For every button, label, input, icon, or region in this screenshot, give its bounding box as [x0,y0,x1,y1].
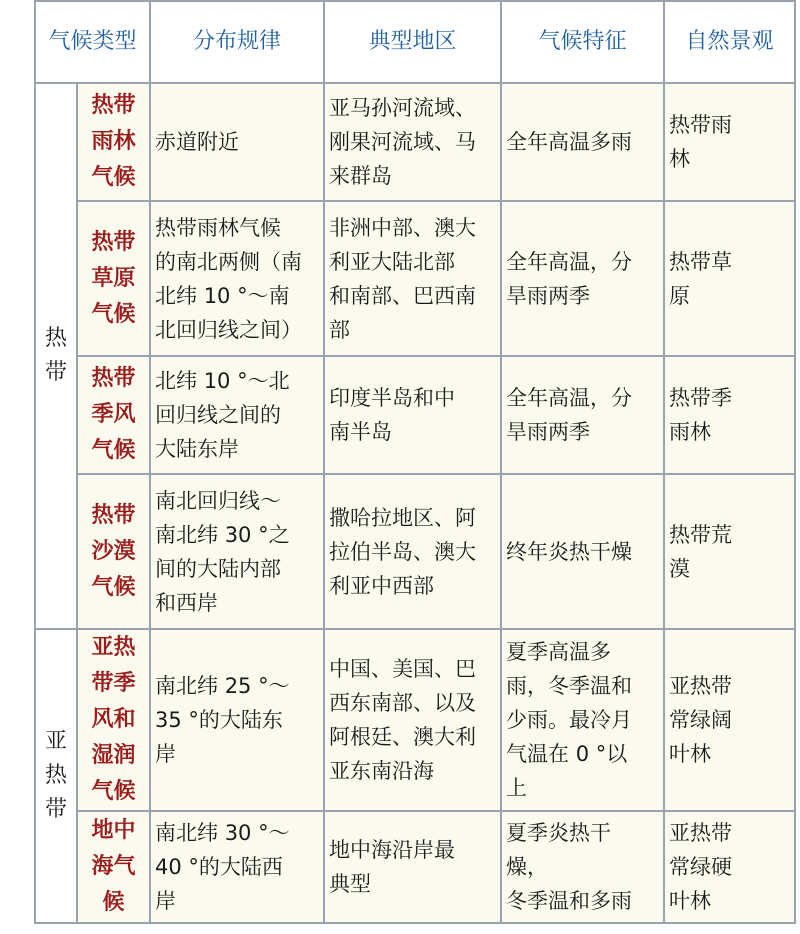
features: 夏季高温多 雨，冬季温和 少雨。最冷月 气温在 0 °以 上 [501,629,664,811]
header-climate-type: 气候类型 [35,1,150,83]
table-row [35,629,795,811]
regions: 中国、美国、巴 西东南部、以及 阿根廷、澳大利 亚东南沿海 [324,629,501,811]
regions: 亚马孙河流域、 刚果河流域、马 来群岛 [324,83,501,201]
distribution: 热带雨林气候 的南北两侧（南 北纬 10 °～南 北回归线之间） [150,201,324,356]
landscape: 热带草 原 [664,201,795,356]
distribution: 南北纬 30 °～ 40 °的大陆西 岸 [150,811,324,923]
distribution: 赤道附近 [150,83,324,201]
table-row [35,356,795,474]
distribution: 南北回归线～ 南北纬 30 °之 间的大陆内部 和西岸 [150,474,324,629]
header-landscape: 自然景观 [664,1,795,83]
header-distribution: 分布规律 [150,1,324,83]
header-row [35,1,795,83]
climate-type: 热带 雨林 气候 [77,83,150,201]
regions: 非洲中部、澳大 利亚大陆北部 和南部、巴西南 部 [324,201,501,356]
landscape: 亚热带 常绿硬 叶林 [664,811,795,923]
header-regions: 典型地区 [324,1,501,83]
climate-type: 热带 沙漠 气候 [77,474,150,629]
landscape: 热带季 雨林 [664,356,795,474]
climate-type: 热带 季风 气候 [77,356,150,474]
table-row [35,201,795,356]
features: 全年高温，分 旱雨两季 [501,201,664,356]
features: 全年高温多雨 [501,83,664,201]
regions: 地中海沿岸最 典型 [324,811,501,923]
landscape: 热带雨 林 [664,83,795,201]
climate-table-container [34,0,794,918]
table-row [35,83,795,201]
zone-tropical: 热带 [35,83,77,629]
features: 全年高温，分 旱雨两季 [501,356,664,474]
climate-type: 地中 海气 候 [77,811,150,923]
distribution: 北纬 10 °～北 回归线之间的 大陆东岸 [150,356,324,474]
table-row [35,474,795,629]
distribution: 南北纬 25 °～ 35 °的大陆东 岸 [150,629,324,811]
landscape: 热带荒 漠 [664,474,795,629]
climate-type: 热带 草原 气候 [77,201,150,356]
features: 夏季炎热干 燥， 冬季温和多雨 [501,811,664,923]
header-features: 气候特征 [501,1,664,83]
table-row [35,811,795,923]
landscape: 亚热带 常绿阔 叶林 [664,629,795,811]
climate-table [34,0,796,924]
zone-subtropical: 亚 热 带 [35,629,77,923]
regions: 撒哈拉地区、阿 拉伯半岛、澳大 利亚中西部 [324,474,501,629]
regions: 印度半岛和中 南半岛 [324,356,501,474]
features: 终年炎热干燥 [501,474,664,629]
climate-type: 亚热 带季 风和 湿润 气候 [77,629,150,811]
